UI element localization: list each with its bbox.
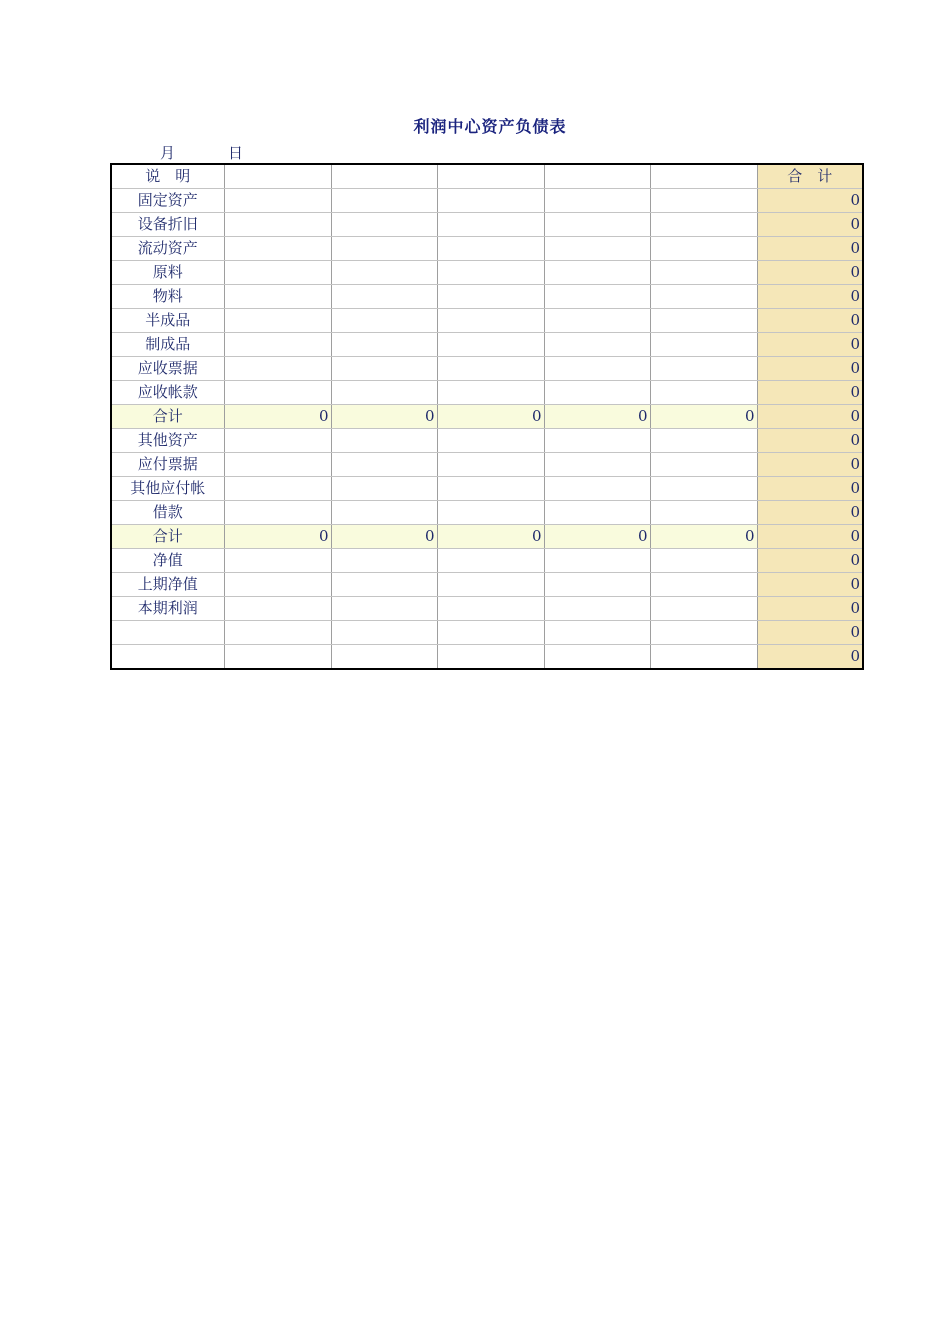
value-cell[interactable]	[544, 477, 650, 501]
value-cell[interactable]: 0	[544, 405, 650, 429]
row-label-cell[interactable]: 其他资产	[111, 429, 224, 453]
value-cell[interactable]	[331, 309, 437, 333]
header-cell[interactable]	[650, 164, 757, 189]
row-label-cell[interactable]: 上期净值	[111, 573, 224, 597]
row-label-cell[interactable]: 本期利润	[111, 597, 224, 621]
row-label-cell[interactable]: 合计	[111, 525, 224, 549]
header-row	[111, 164, 863, 189]
row-total-cell[interactable]: 0	[757, 429, 863, 453]
table-row	[111, 645, 863, 670]
row-total-cell[interactable]: 0	[757, 261, 863, 285]
value-cell[interactable]	[544, 381, 650, 405]
row-total-cell[interactable]: 0	[757, 285, 863, 309]
value-cell[interactable]	[437, 477, 544, 501]
value-cell[interactable]	[437, 333, 544, 357]
value-cell[interactable]	[544, 645, 650, 670]
value-cell[interactable]	[224, 237, 331, 261]
value-cell[interactable]: 0	[437, 405, 544, 429]
row-total-cell[interactable]: 0	[757, 405, 863, 429]
value-cell[interactable]	[650, 189, 757, 213]
value-cell[interactable]	[224, 549, 331, 573]
header-cell[interactable]	[544, 164, 650, 189]
value-cell[interactable]	[224, 309, 331, 333]
table-row	[111, 597, 863, 621]
value-cell[interactable]	[544, 309, 650, 333]
row-label-cell[interactable]: 固定资产	[111, 189, 224, 213]
value-cell[interactable]	[650, 381, 757, 405]
value-cell[interactable]: 0	[544, 525, 650, 549]
row-total-cell[interactable]: 0	[757, 597, 863, 621]
row-label-cell[interactable]: 半成品	[111, 309, 224, 333]
table-row	[111, 333, 863, 357]
value-cell[interactable]	[331, 261, 437, 285]
value-cell[interactable]	[544, 261, 650, 285]
value-cell[interactable]	[650, 309, 757, 333]
value-cell[interactable]	[331, 213, 437, 237]
value-cell[interactable]	[437, 429, 544, 453]
value-cell[interactable]	[650, 213, 757, 237]
value-cell[interactable]	[437, 573, 544, 597]
value-cell[interactable]	[224, 645, 331, 670]
value-cell[interactable]	[437, 381, 544, 405]
value-cell[interactable]	[224, 453, 331, 477]
value-cell[interactable]	[331, 333, 437, 357]
value-cell[interactable]	[650, 261, 757, 285]
table-row	[111, 213, 863, 237]
value-cell[interactable]	[544, 429, 650, 453]
value-cell[interactable]	[331, 621, 437, 645]
value-cell[interactable]	[331, 477, 437, 501]
row-total-cell[interactable]: 0	[757, 237, 863, 261]
value-cell[interactable]	[437, 261, 544, 285]
value-cell[interactable]	[650, 333, 757, 357]
row-label-cell[interactable]	[111, 645, 224, 670]
value-cell[interactable]	[650, 477, 757, 501]
value-cell[interactable]	[224, 333, 331, 357]
value-cell[interactable]	[544, 237, 650, 261]
row-total-cell[interactable]: 0	[757, 525, 863, 549]
table-row	[111, 285, 863, 309]
table-row	[111, 237, 863, 261]
value-cell[interactable]	[331, 573, 437, 597]
value-cell[interactable]	[650, 645, 757, 670]
value-cell[interactable]	[650, 573, 757, 597]
value-cell[interactable]	[437, 453, 544, 477]
value-cell[interactable]	[544, 213, 650, 237]
value-cell[interactable]: 0	[650, 405, 757, 429]
value-cell[interactable]	[650, 429, 757, 453]
header-cell[interactable]	[331, 164, 437, 189]
value-cell[interactable]	[650, 237, 757, 261]
row-label-cell[interactable]: 借款	[111, 501, 224, 525]
value-cell[interactable]	[224, 621, 331, 645]
table-row	[111, 477, 863, 501]
value-cell[interactable]	[331, 453, 437, 477]
value-cell[interactable]	[650, 549, 757, 573]
row-total-cell[interactable]: 0	[757, 189, 863, 213]
value-cell[interactable]	[437, 237, 544, 261]
value-cell[interactable]	[437, 357, 544, 381]
value-cell[interactable]	[224, 477, 331, 501]
row-total-cell[interactable]: 0	[757, 333, 863, 357]
value-cell[interactable]	[650, 501, 757, 525]
row-total-cell[interactable]: 0	[757, 453, 863, 477]
value-cell[interactable]: 0	[331, 525, 437, 549]
table-row	[111, 309, 863, 333]
value-cell[interactable]	[224, 261, 331, 285]
value-cell[interactable]: 0	[331, 405, 437, 429]
row-total-cell[interactable]: 0	[757, 645, 863, 670]
header-cell[interactable]	[224, 164, 331, 189]
value-cell[interactable]	[650, 453, 757, 477]
row-label-cell[interactable]: 净值	[111, 549, 224, 573]
row-label-cell[interactable]: 制成品	[111, 333, 224, 357]
table-row	[111, 261, 863, 285]
row-label-cell[interactable]: 流动资产	[111, 237, 224, 261]
table-row	[111, 573, 863, 597]
row-total-cell[interactable]: 0	[757, 549, 863, 573]
row-total-cell[interactable]: 0	[757, 213, 863, 237]
value-cell[interactable]	[224, 501, 331, 525]
value-cell[interactable]	[650, 597, 757, 621]
value-cell[interactable]	[544, 597, 650, 621]
value-cell[interactable]	[437, 189, 544, 213]
subtotal-row	[111, 405, 863, 429]
row-label-cell[interactable]: 原料	[111, 261, 224, 285]
day-label: 日	[228, 144, 244, 162]
table-row	[111, 429, 863, 453]
value-cell[interactable]	[331, 645, 437, 670]
value-cell[interactable]	[437, 213, 544, 237]
value-cell[interactable]	[544, 453, 650, 477]
document-title: 利润中心资产负债表	[413, 117, 567, 136]
row-total-cell[interactable]: 0	[757, 477, 863, 501]
value-cell[interactable]	[544, 285, 650, 309]
value-cell[interactable]	[331, 501, 437, 525]
value-cell[interactable]	[544, 549, 650, 573]
value-cell[interactable]	[437, 309, 544, 333]
row-total-cell[interactable]: 0	[757, 309, 863, 333]
table-row	[111, 357, 863, 381]
value-cell[interactable]	[224, 597, 331, 621]
value-cell[interactable]	[331, 429, 437, 453]
value-cell[interactable]	[544, 333, 650, 357]
row-label-cell[interactable]: 其他应付帐	[111, 477, 224, 501]
value-cell[interactable]	[224, 573, 331, 597]
value-cell[interactable]	[544, 501, 650, 525]
value-cell[interactable]	[437, 597, 544, 621]
subtotal-row	[111, 525, 863, 549]
value-cell[interactable]	[544, 189, 650, 213]
value-cell[interactable]	[437, 645, 544, 670]
value-cell[interactable]	[331, 357, 437, 381]
row-label-cell[interactable]: 应付票据	[111, 453, 224, 477]
table-row	[111, 189, 863, 213]
value-cell[interactable]: 0	[224, 525, 331, 549]
value-cell[interactable]	[224, 381, 331, 405]
row-label-cell[interactable]: 应收票据	[111, 357, 224, 381]
table-row	[111, 453, 863, 477]
row-label-cell[interactable]: 物料	[111, 285, 224, 309]
value-cell[interactable]	[224, 285, 331, 309]
table-row	[111, 621, 863, 645]
value-cell[interactable]	[437, 549, 544, 573]
row-label-cell[interactable]: 合计	[111, 405, 224, 429]
value-cell[interactable]	[224, 213, 331, 237]
value-cell[interactable]	[544, 573, 650, 597]
header-total-cell[interactable]: 合 计	[757, 164, 863, 189]
row-total-cell[interactable]: 0	[757, 381, 863, 405]
value-cell[interactable]	[650, 621, 757, 645]
value-cell[interactable]	[331, 285, 437, 309]
header-cell[interactable]	[437, 164, 544, 189]
value-cell[interactable]: 0	[437, 525, 544, 549]
value-cell[interactable]	[331, 381, 437, 405]
value-cell[interactable]	[331, 189, 437, 213]
balance-sheet-table	[110, 163, 864, 670]
table-row	[111, 501, 863, 525]
row-total-cell[interactable]: 0	[757, 357, 863, 381]
row-label-cell[interactable]: 应收帐款	[111, 381, 224, 405]
row-label-cell[interactable]	[111, 621, 224, 645]
value-cell[interactable]	[224, 429, 331, 453]
value-cell[interactable]: 0	[650, 525, 757, 549]
value-cell[interactable]	[224, 189, 331, 213]
value-cell[interactable]	[650, 357, 757, 381]
value-cell[interactable]	[650, 285, 757, 309]
header-description-cell[interactable]: 说 明	[111, 164, 224, 189]
table-row	[111, 381, 863, 405]
value-cell[interactable]: 0	[224, 405, 331, 429]
row-total-cell[interactable]: 0	[757, 621, 863, 645]
value-cell[interactable]	[544, 357, 650, 381]
value-cell[interactable]	[331, 549, 437, 573]
value-cell[interactable]	[437, 621, 544, 645]
row-total-cell[interactable]: 0	[757, 501, 863, 525]
row-label-cell[interactable]: 设备折旧	[111, 213, 224, 237]
table-row	[111, 549, 863, 573]
value-cell[interactable]	[437, 501, 544, 525]
value-cell[interactable]	[224, 357, 331, 381]
row-total-cell[interactable]: 0	[757, 573, 863, 597]
value-cell[interactable]	[331, 597, 437, 621]
value-cell[interactable]	[331, 237, 437, 261]
month-label: 月	[160, 144, 176, 162]
value-cell[interactable]	[437, 285, 544, 309]
value-cell[interactable]	[544, 621, 650, 645]
